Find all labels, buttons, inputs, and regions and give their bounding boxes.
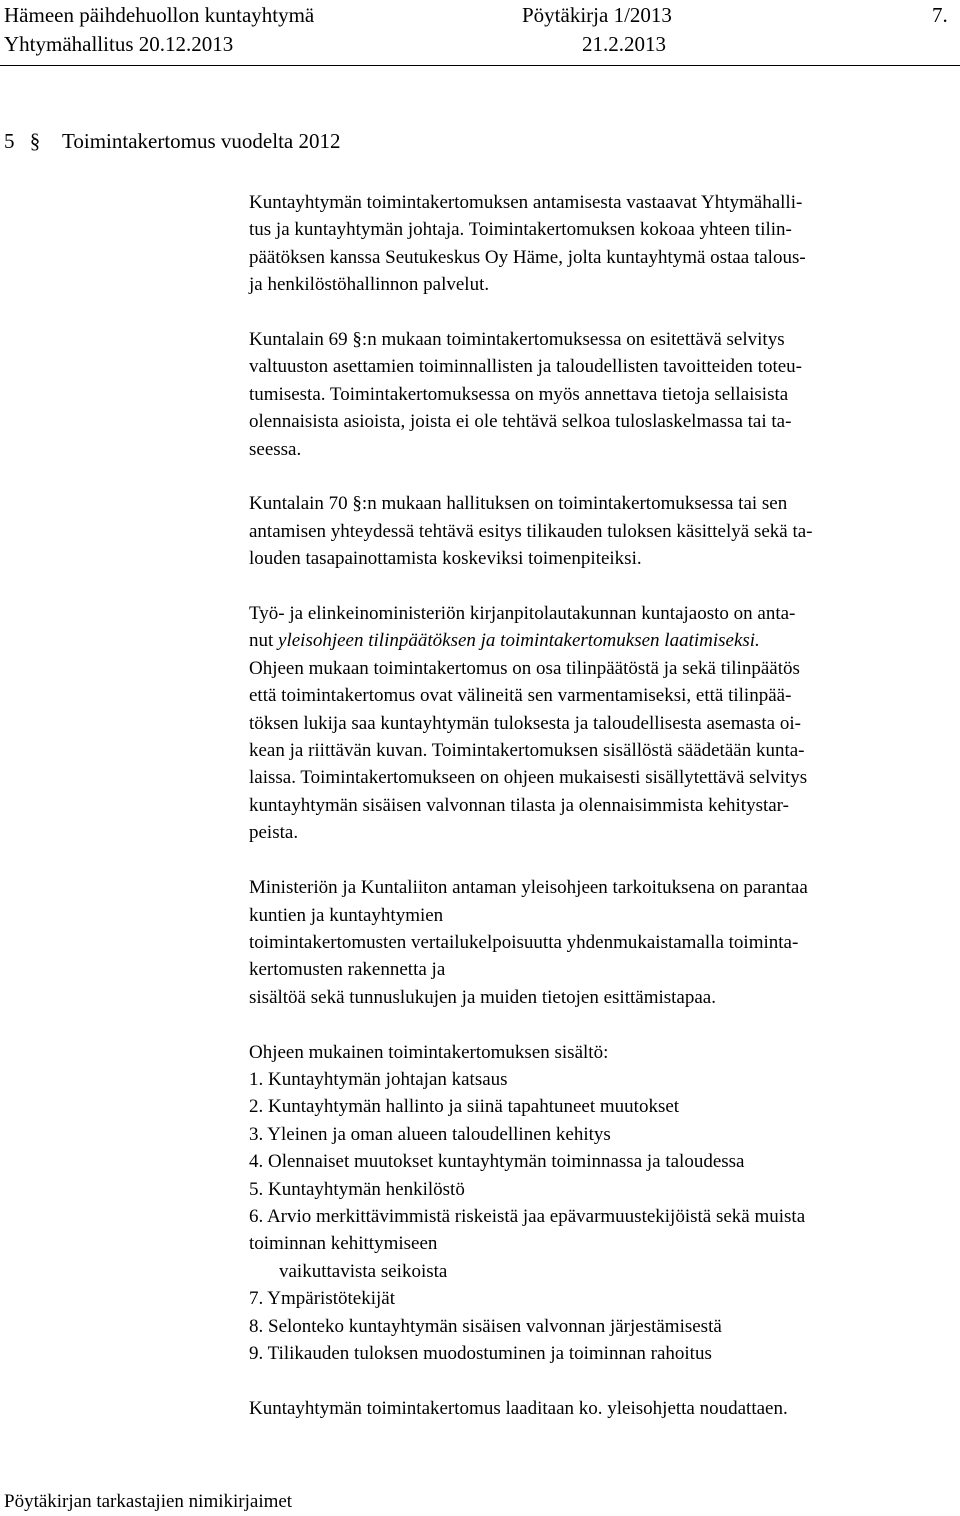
- closing-statement: [249, 1395, 954, 1422]
- minutes-body: [249, 189, 954, 1450]
- list-item: 8. Selonteko kuntayhtymän sisäisen valvonnan järjestämisestä: [249, 1315, 722, 1337]
- page-footer: Pöytäkirjan tarkastajien nimikirjaimet: [4, 1491, 293, 1512]
- list-item: 2. Kuntayhtymän hallinto ja siinä tapahtuneet muutokset: [249, 1096, 680, 1118]
- header-divider: [0, 65, 960, 66]
- text-line: kertomusten rakennetta ja: [249, 959, 446, 981]
- list-item: 4. Olennaiset muutokset kuntayhtymän toiminnassa ja taloudessa: [249, 1151, 745, 1173]
- text-line: kuntien ja kuntayhtymien: [249, 904, 444, 926]
- text-line: valtuuston asettamien toiminnallisten ja taloudellisten tavoitteiden toteu-: [249, 356, 802, 378]
- section-symbol: §: [29, 129, 41, 153]
- text-line: töksen lukija saa kuntayhtymän tuloksesta ja taloudellisesta asemasta oi-: [249, 712, 801, 734]
- text-line: laissa. Toimintakertomukseen on ohjeen mukaisesti sisällytettävä selvitys: [249, 767, 808, 789]
- text-line: peista.: [249, 822, 299, 844]
- paragraph-purpose: [249, 874, 954, 1011]
- page-header: [4, 0, 960, 62]
- contents-list: [249, 1039, 954, 1368]
- paragraph-responsibility: [249, 189, 954, 299]
- text-line: ja henkilöstöhallinnon palvelut.: [249, 274, 490, 296]
- contents-list-heading: Ohjeen mukainen toimintakertomuksen sisältö:: [249, 1041, 609, 1063]
- meeting-info: Yhtymähallitus 20.12.2013: [4, 32, 234, 56]
- text-line: Kuntayhtymän toimintakertomuksen antamisesta vastaavat Yhtymähalli-: [249, 192, 803, 213]
- text-line: tumisesta. Toimintakertomuksessa on myös annettava tietoja sellaisista: [249, 383, 789, 405]
- text-line: sisältöä sekä tunnuslukujen ja muiden tietojen esittämistapaa.: [249, 986, 716, 1008]
- text-line: Ministeriön ja Kuntaliiton antaman yleisohjeen tarkoituksena on parantaa: [249, 877, 808, 899]
- text-line: Työ- ja elinkeinoministeriön kirjanpitolautakunnan kuntajaosto on anta-: [249, 603, 796, 625]
- list-item: 6. Arvio merkittävimmistä riskeistä jaa epävarmuustekijöistä sekä muista: [249, 1205, 806, 1227]
- guideline-title: yleisohjeen tilinpäätöksen ja toimintakertomuksen laatimiseksi.: [278, 630, 760, 652]
- organization-name: Hämeen päihdehuollon kuntayhtymä: [4, 3, 315, 27]
- text-line: toimintakertomusten vertailukelpoisuutta yhdenmukaistamalla toiminta-: [249, 931, 799, 953]
- section-number: [4, 128, 40, 154]
- list-item: 9. Tilikauden tuloksen muodostuminen ja toiminnan rahoitus: [249, 1342, 712, 1364]
- text-line: [249, 627, 954, 654]
- document-id: Pöytäkirja 1/2013: [522, 3, 672, 27]
- paragraph-kuntalaki-70: [249, 490, 954, 572]
- text-line: Kuntalain 70 §:n mukaan hallituksen on toimintakertomuksessa tai sen: [249, 493, 788, 515]
- paragraph-kuntalaki-69: [249, 326, 954, 463]
- text-line: seessa.: [249, 438, 302, 460]
- text-line: louden tasapainottamista koskeviksi toimenpiteiksi.: [249, 548, 642, 570]
- text-line: olennaisista asioista, joista ei ole tehtävä selkoa tuloslaskelmassa tai ta-: [249, 411, 792, 433]
- text-line: kuntayhtymän sisäisen valvonnan tilasta ja olennaisimmista kehitystar-: [249, 794, 789, 816]
- text-line: tus ja kuntayhtymän johtaja. Toimintakertomuksen kokoaa yhteen tilin-: [249, 219, 792, 241]
- text-span: nut: [249, 630, 279, 652]
- list-item: vaikuttavista seikoista: [279, 1260, 448, 1282]
- paragraph-guideline: [249, 600, 954, 847]
- page-number: 7.: [932, 3, 948, 27]
- text-line: Kuntalain 69 §:n mukaan toimintakertomuksessa on esitettävä selvitys: [249, 329, 785, 351]
- text-line: Kuntayhtymän toimintakertomus laaditaan ko. yleisohjetta noudattaen.: [249, 1397, 788, 1419]
- section-number-value: 5: [4, 129, 15, 153]
- text-line: että toimintakertomus ovat välineitä sen varmentamiseksi, että tilinpää-: [249, 685, 792, 707]
- list-item: 1. Kuntayhtymän johtajan katsaus: [249, 1068, 508, 1090]
- list-item: 7. Ympäristötekijät: [249, 1288, 395, 1310]
- list-item: toiminnan kehittymiseen: [249, 1233, 438, 1255]
- list-item: 3. Yleinen ja oman alueen taloudellinen kehitys: [249, 1123, 611, 1145]
- text-line: antamisen yhteydessä tehtävä esitys tilikauden tuloksen käsittelyä sekä ta-: [249, 520, 813, 542]
- text-line: kean ja riittävän kuvan. Toimintakertomuksen sisällöstä säädetään kunta-: [249, 740, 805, 762]
- minutes-date: 21.2.2013: [582, 32, 666, 56]
- section-title: Toimintakertomus vuodelta 2012: [62, 129, 341, 153]
- text-line: Ohjeen mukaan toimintakertomus on osa tilinpäätöstä ja sekä tilinpäätös: [249, 657, 800, 679]
- text-line: päätöksen kanssa Seutukeskus Oy Häme, jolta kuntayhtymä ostaa talous-: [249, 246, 806, 268]
- list-item: 5. Kuntayhtymän henkilöstö: [249, 1178, 465, 1200]
